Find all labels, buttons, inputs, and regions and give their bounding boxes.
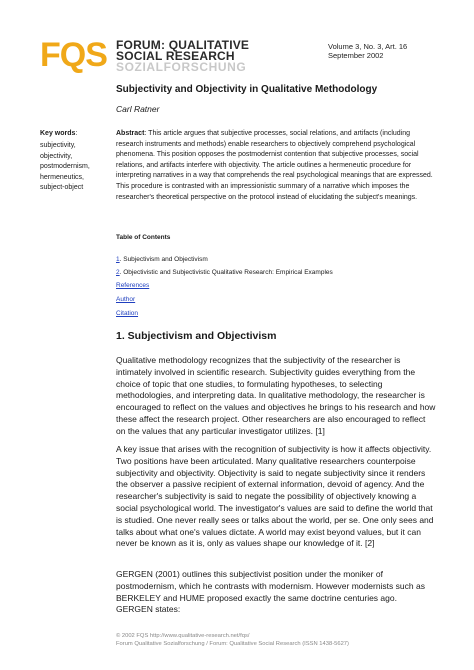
abstract-text: : This article argues that subjective processes, social relations, and artifacts (including research instruments and methods) enable researchers to objectively comprehend psychological phenomena. This position opposes the postmodernist contention that subjective processes, social relations, and artifacts interfere with objectivity. The article outlines a hermeneutic procedure for interpreting narratives in a way that comprehends the real psychological meanings that are expressed. This procedure is contrasted with an impressionistic summary of a narrative which imposes the researcher's theoretical perspective on the protocol instead of elucidating the subject's meanings. <box>116 130 433 201</box>
toc-title: Table of Contents <box>116 234 171 241</box>
issue-info <box>328 42 407 60</box>
toc-item-1: 1. Subjectivism and Objectivism <box>116 256 208 263</box>
brand-line-1: FORUM: QUALITATIVE <box>116 38 250 52</box>
volume-info: Volume 3, No. 3, Art. 16 <box>328 42 408 51</box>
toc-link-1[interactable]: 1 <box>116 256 120 263</box>
toc-citation-link[interactable]: Citation <box>116 310 139 317</box>
footer-journal: Forum Qualitative Sozialforschung / Forum: Qualitative Social Research (ISSN 1438-5627) <box>116 641 349 647</box>
keywords-list <box>40 141 112 194</box>
toc-item-2: 2. Objectivistic and Subjectivistic Qualitative Research: Empirical Examples <box>116 269 333 276</box>
keyword: hermeneutics, <box>40 173 84 181</box>
brand-line-2: SOCIAL RESEARCH <box>116 49 235 63</box>
paragraph-3: GERGEN (2001) outlines this subjectivist position under the moniker of postmodernism, which he contrasts with modernism. However modernists such as BERKELEY and HUME proposed exactly the same doctrine centuries ago. GERGEN states: <box>116 569 425 615</box>
toc-link-2[interactable]: 2 <box>116 269 120 276</box>
issue-date: September 2002 <box>328 51 384 60</box>
article-title: Subjectivity and Objectivity in Qualitative Methodology <box>116 84 378 95</box>
abstract-label: Abstract <box>116 130 145 137</box>
brand-line-3: SOZIALFORSCHUNG <box>116 60 247 74</box>
fqs-logo: FQS <box>40 36 107 74</box>
paragraph-2: A key issue that arises with the recognition of subjectivity is how it affects objectivity. Two positions have been articulated. Many qualitative researchers counterpoise subjectivity and objectivity. Objectivity is said to negate subjectivity since it renders the observer a passive recipient of external information, devoid of agency. And the researcher's subjectivity is said to negate the possibility of objectively knowing a social psychological world. The investigator's values are said to define the world that is studied. One never really sees or talks about the world, per se. One only sees and talks about what one's values dictate. A world may exist beyond values, but it can never be known as it is, only as values shape our knowledge of it. [2] <box>116 444 434 549</box>
toc-references-link[interactable]: References <box>116 282 150 289</box>
keywords-label: Key words: <box>40 130 78 137</box>
article-author: Carl Ratner <box>116 104 160 114</box>
keyword: subjectivity, <box>40 142 76 149</box>
footer <box>116 632 349 648</box>
footer-copyright: © 2002 FQS http://www.qualitative-research.net/fqs/ <box>116 633 250 639</box>
keyword: objectivity, <box>40 152 73 160</box>
keyword: postmodernism, <box>40 163 90 170</box>
section-heading: 1. Subjectivism and Objectivism <box>116 330 277 342</box>
abstract <box>116 129 433 203</box>
toc-author-link[interactable]: Author <box>116 296 136 303</box>
paragraph-1: Qualitative methodology recognizes that the subjectivity of the researcher is intimately involved in scientific research. Subjectivity guides everything from the choice of topic that one studies, to formulating hypotheses, to selecting methodologies, and interpreting data. In qualitative methodology, the researcher is encouraged to reflect on the values and objectives he brings to his research and how these affect the research project. Other researchers are also encouraged to reflect on the values that any particular investigator utilizes. [1] <box>116 355 436 436</box>
keyword: subject-object <box>40 184 84 191</box>
journal-brand <box>116 40 249 73</box>
